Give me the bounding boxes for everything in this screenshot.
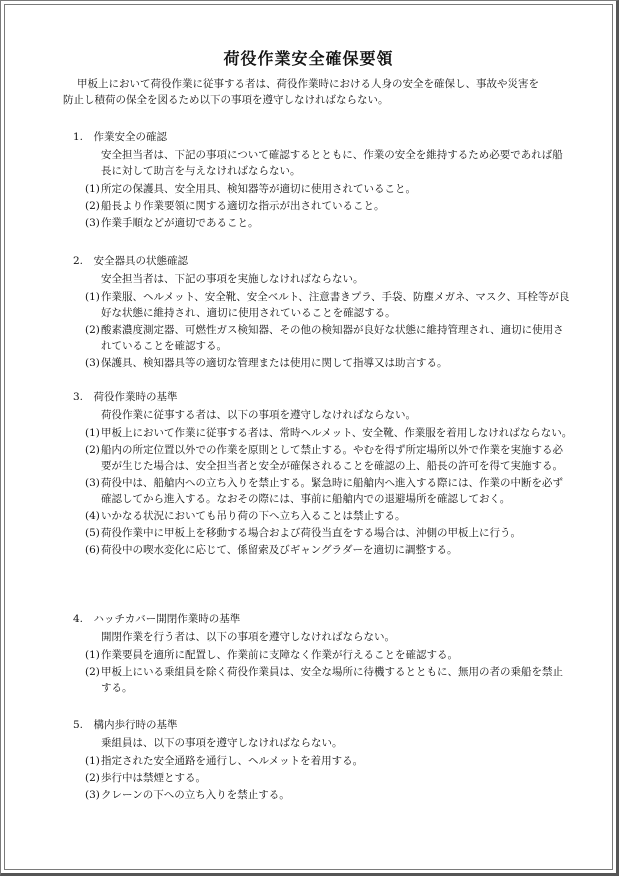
item-text: 甲板上にいる乗組員を除く荷役作業員は、安全な場所に待機するとともに、無用の者の乗船を禁止する。 [101,666,563,694]
item-number: (3) [85,217,100,229]
item-list [73,753,573,803]
item-number: (4) [85,510,100,522]
item-number: (1) [85,291,100,303]
item-number: (1) [85,649,100,661]
section-heading: 3. 荷役作業時の基準 [73,391,178,403]
section-lead: 乗組員は、以下の事項を遵守しなければならない。 [101,737,343,749]
list-item [85,647,573,663]
section-heading: 4. ハッチカバー開閉作業時の基準 [73,613,241,625]
item-number: (3) [85,789,100,801]
item-list [73,647,573,696]
list-item [85,475,573,507]
item-text: 保護具、検知器具等の適切な管理または使用に関して指導又は助言する。 [101,357,448,369]
list-item [85,508,573,524]
item-text: 所定の保護具、安全用具、検知器等が適切に使用されていること。 [101,183,416,195]
list-item [85,289,573,321]
section-cargo-handling [73,389,573,559]
section-work-safety [73,129,573,232]
list-item [85,322,573,354]
item-text: 作業要員を適所に配置し、作業前に支障なく作業が行えることを確認する。 [101,649,458,661]
page-title: 荷役作業安全確保要領 [223,49,394,68]
section-lead: 荷役作業に従事する者は、以下の事項を遵守しなければならない。 [101,409,416,421]
list-item [85,664,573,696]
item-number: (1) [85,183,100,195]
section-safety-equipment [73,253,573,372]
item-number: (1) [85,755,100,767]
item-number: (3) [85,357,100,369]
list-item [85,215,573,231]
list-item [85,442,573,474]
list-item [85,753,573,769]
section-heading: 5. 構内歩行時の基準 [73,719,178,731]
item-text: いかなる状況においても吊り荷の下へ立ち入ることは禁止する。 [101,510,406,522]
item-number: (2) [85,666,100,678]
item-text: 酸素濃度測定器、可燃性ガス検知器、その他の検知器が良好な状態に維持管理され、適切に使用されていることを確認する。 [101,324,564,352]
section-lead: 開閉作業を行う者は、以下の事項を遵守しなければならない。 [101,631,395,643]
list-item [85,425,573,441]
list-item [85,770,573,786]
item-number: (2) [85,200,100,212]
list-item [85,355,573,371]
item-list [73,181,573,231]
item-text: 船内の所定位置以外での作業を原則として禁止する。やむを得ず所定場所以外で作業を実施する必要が生じた場合は、安全担当者と安全が確保されることを確認の上、船長の許可を得て実施する。 [101,444,563,472]
item-list [73,425,573,558]
item-text: 荷役中の喫水変化に応じて、係留索及びギャングラダーを適切に調整する。 [101,544,458,556]
intro-paragraph [63,76,563,108]
item-text: 荷役作業中に甲板上を移動する場合および荷役当直をする場合は、沖側の甲板上に行う。 [101,527,521,539]
item-number: (2) [85,324,100,336]
item-text: 船長より作業要領に関する適切な指示が出されていること。 [101,200,385,212]
section-walkway [73,717,573,804]
intro-line: 防止し積荷の保全を図るため以下の事項を遵守しなければならない。 [63,94,389,106]
list-item [85,198,573,214]
item-text: 甲板上において作業に従事する者は、常時ヘルメット、安全靴、作業服を着用しなければならない。 [101,427,573,439]
item-number: (6) [85,544,100,556]
item-text: 作業手順などが適切であること。 [101,217,259,229]
section-hatch-cover [73,611,573,697]
list-item [85,525,573,541]
item-number: (2) [85,444,100,456]
intro-line: 甲板上において荷役作業に従事する者は、荷役作業時における人身の安全を確保し、事故や災害を [77,78,539,90]
list-item [85,542,573,558]
list-item [85,181,573,197]
item-text: 荷役中は、船艙内への立ち入りを禁止する。緊急時に船艙内へ進入する際には、作業の中断を必ず確認してから進入する。なおその際には、事前に船艙内での退避場所を確認しておく。 [101,477,563,505]
item-number: (3) [85,477,100,489]
section-heading: 2. 安全器具の状態確認 [73,255,189,267]
list-item [85,787,573,803]
section-heading: 1. 作業安全の確認 [73,131,168,143]
item-list [73,289,573,371]
item-number: (5) [85,527,100,539]
item-number: (1) [85,427,100,439]
item-number: (2) [85,772,100,784]
section-lead: 安全担当者は、下記の事項について確認するとともに、作業の安全を維持するため必要であれば船長に対して助言を与えなければならない。 [101,149,563,177]
item-text: 歩行中は禁煙とする。 [101,772,206,784]
item-text: 指定された安全通路を通行し、ヘルメットを着用する。 [101,755,364,767]
item-text: クレーンの下への立ち入りを禁止する。 [101,789,290,801]
item-text: 作業服、ヘルメット、安全靴、安全ベルト、注意書きプラ、手袋、防塵メガネ、マスク、耳栓等が良好な状態に維持され、適切に使用されていることを確認する。 [101,291,570,319]
section-lead: 安全担当者は、下記の事項を実施しなければならない。 [101,273,364,285]
